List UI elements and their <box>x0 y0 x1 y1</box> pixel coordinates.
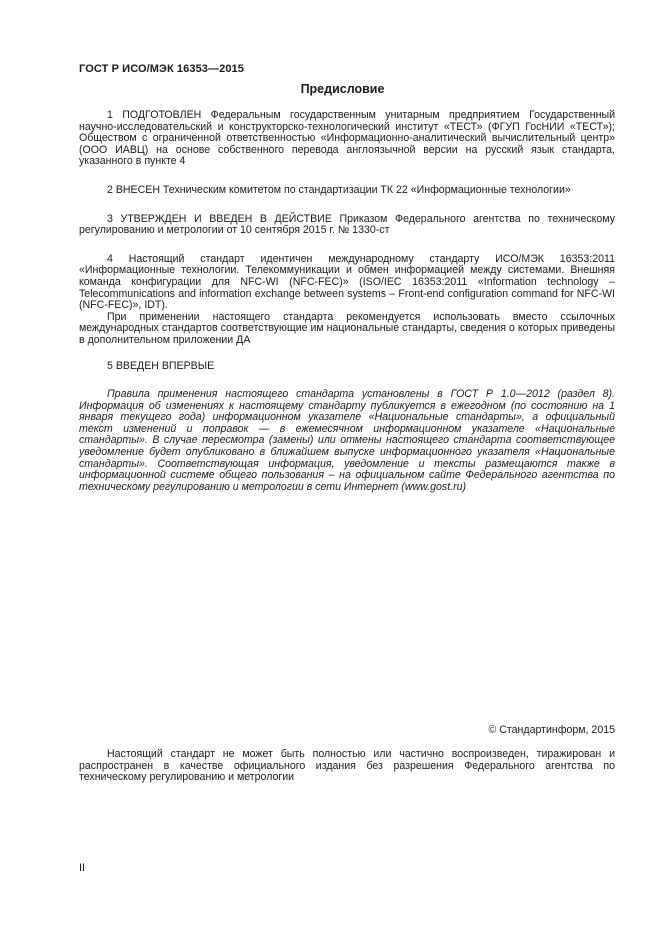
paragraph-prepared-by: 1 ПОДГОТОВЛЕН Федеральным государственным унитарным предприятием Государственный научно-исследовательский и конструкторско-технологический институт «ТЕСТ» (ФГУП ГосНИИ «ТЕСТ»); Обществом с ограниченной ответственностью «Информационно-аналитический вычислительный центр» (ООО ИАВЦ) на основе собственного перевода англоязычной версии на русский язык стандарта, указанного в пункте 4 <box>79 109 615 168</box>
paragraph-submitted-by: 2 ВНЕСЕН Техническим комитетом по стандартизации ТК 22 «Информационные технологии» <box>107 183 571 196</box>
foreword-body <box>79 110 615 493</box>
paragraph-introduced-first: 5 ВВЕДЕН ВПЕРВЫЕ <box>107 359 215 372</box>
paragraph-approved: 3 УТВЕРЖДЕН И ВВЕДЕН В ДЕЙСТВИЕ Приказом Федерального агентства по техническому регулированию и метрологии от 10 сентября 2015 г. № 1330-ст <box>79 212 615 237</box>
paragraph-application-rules: Правила применения настоящего стандарта установлены в ГОСТ Р 1.0—2012 (раздел 8). Информация об изменениях к настоящему стандарту публикуется в ежегодном (по состоянию на 1 января текущего года) информационном указателе «Национальные стандарты», а официальный текст изменений и поправок — в ежемесячном информационном указателе «Национальные стандарты». В случае пересмотра (замены) или отмены настоящего стандарта соответствующее уведомление будет опубликовано в ближайшем выпуске информационного указателя «Национальные стандарты». Соответствующая информация, уведомление и тексты размещаются также в информационной системе общего пользования – на официальном сайте Федерального агентства по техническому регулированию и метрологии в сети Интернет (www.gost.ru) <box>79 388 615 493</box>
reproduction-notice-block <box>79 749 615 784</box>
paragraph-identical-standard: 4 Настоящий стандарт идентичен международному стандарту ИСО/МЭК 16353:2011 «Информационные технологии. Телекоммуникации и обмен информацией между системами. Внешняя команда конфигурации для NFC-WI (NFC-FEC)» (ISO/IEC 16353:2011 «Information technology – Telecommunications and information exchange between systems – Front-end configuration command for NFC-WI (NFC-FEC)», IDT). <box>79 252 615 312</box>
reproduction-notice: Настоящий стандарт не может быть полностью или частично воспроизведен, тиражирован и распространен в качестве официального издания без разрешения Федерального агентства по техническому регулированию и метрологии <box>79 748 615 784</box>
paragraph-reference-standards: При применении настоящего стандарта рекомендуется использовать вместо ссылочных международных стандартов соответствующие им национальные стандарты, сведения о которых приведены в дополнительном приложении ДА <box>79 310 615 346</box>
standard-code-header: ГОСТ Р ИСО/МЭК 16353—2015 <box>79 63 244 75</box>
page-title: Предисловие <box>300 82 385 96</box>
page-number: II <box>79 862 86 874</box>
copyright-line: © Стандартинформ, 2015 <box>488 724 615 736</box>
